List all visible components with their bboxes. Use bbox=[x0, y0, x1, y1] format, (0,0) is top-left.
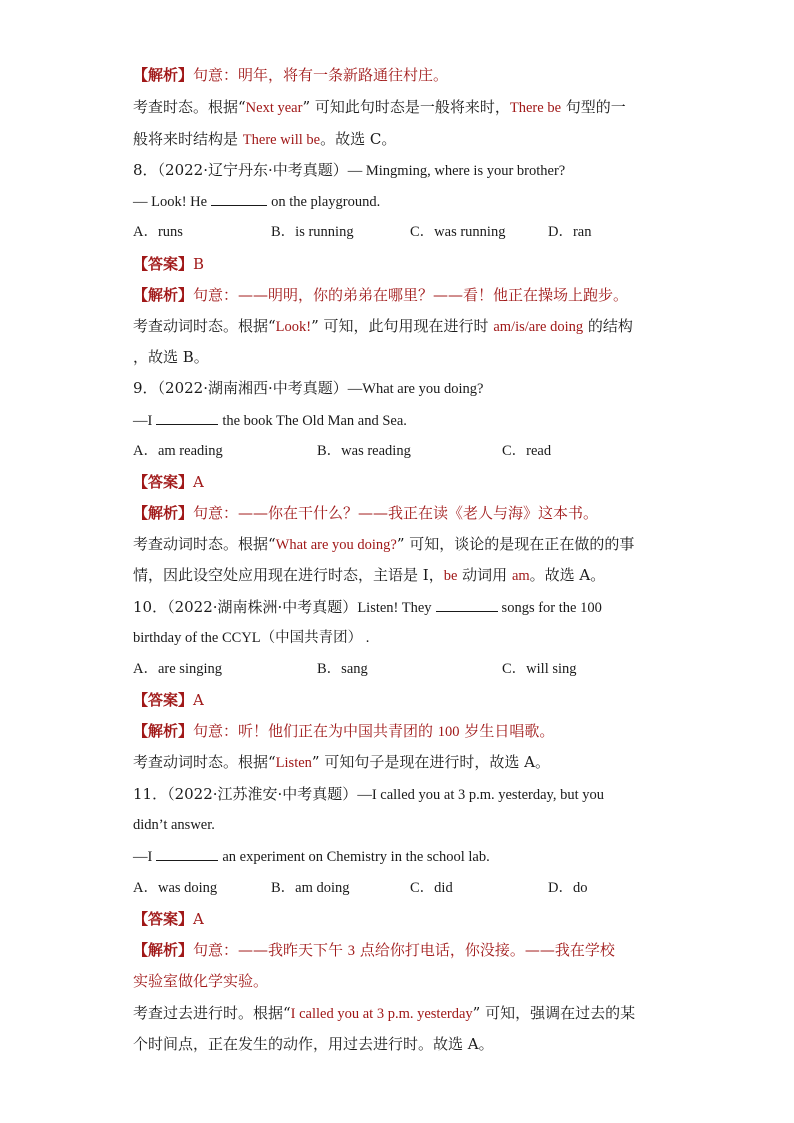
q9-text: —I bbox=[133, 413, 153, 429]
q11-option-d: D．do bbox=[548, 880, 588, 896]
q11-exp-en: I called you at 3 p.m. yesterday bbox=[290, 1006, 473, 1022]
q11-option-a: A．was doing bbox=[133, 880, 218, 896]
q10-explanation-line-1 bbox=[133, 751, 550, 773]
q11-answer-line bbox=[133, 908, 204, 930]
q10-option-b: B．sang bbox=[317, 661, 368, 677]
q9-answer: A bbox=[193, 473, 204, 491]
q9-answer-blank bbox=[156, 409, 218, 425]
q11-analysis-line-2 bbox=[133, 970, 268, 992]
q8-exp-en: am/is/are doing bbox=[493, 319, 584, 335]
q11-answer: A bbox=[193, 910, 204, 928]
q10-text: birthday of the CCYL（中国共青团） . bbox=[133, 630, 370, 646]
analysis-tag: 【解析】 bbox=[133, 286, 194, 304]
q10-analysis-text: 岁生日唱歌。 bbox=[459, 722, 555, 740]
q11-analysis-text: 实验室做化学实验。 bbox=[133, 972, 269, 990]
q8-answer-blank bbox=[211, 190, 267, 206]
q8-exp-text: 考查动词时态。根据“ bbox=[133, 317, 276, 335]
q7-exp-en: There will be bbox=[242, 132, 321, 148]
analysis-tag: 【解析】 bbox=[133, 504, 194, 522]
q11-option-b: B．am doing bbox=[271, 880, 350, 896]
q9-text: the book The Old Man and Sea. bbox=[222, 413, 407, 429]
q11-answer-blank bbox=[156, 845, 218, 861]
q7-exp-text: 句型的一 bbox=[561, 98, 626, 116]
q8-text: — Look! He bbox=[133, 194, 208, 210]
q10-analysis-line bbox=[133, 720, 554, 742]
q11-text: an experiment on Chemistry in the school lab. bbox=[222, 849, 490, 865]
analysis-tag: 【解析】 bbox=[133, 66, 194, 84]
q7-analysis-text: 句意：明年，将有一条新路通往村庄。 bbox=[193, 66, 449, 84]
answer-tag: 【答案】 bbox=[133, 910, 194, 928]
q7-exp-en: Next year bbox=[245, 100, 303, 116]
q10-exp-text: ” 可知句子是现在进行时，故选 A。 bbox=[311, 753, 550, 771]
q11-explanation-line-1 bbox=[133, 1002, 635, 1024]
answer-tag: 【答案】 bbox=[133, 473, 194, 491]
q9-explanation-line-2 bbox=[133, 564, 605, 586]
q10-exp-text: 考查动词时态。根据“ bbox=[133, 753, 276, 771]
q10-option-c: C．will sing bbox=[502, 661, 577, 677]
q11-stem-line-3 bbox=[133, 845, 490, 867]
q8-explanation-line-1 bbox=[133, 315, 633, 337]
q10-option-a: A．are singing bbox=[133, 661, 222, 677]
q8-explanation-line-2 bbox=[133, 346, 209, 368]
q11-option-c: C．did bbox=[410, 880, 453, 896]
q8-analysis-line bbox=[133, 284, 628, 306]
q11-analysis-text: 句意：——我昨天下午 bbox=[193, 941, 348, 959]
q11-number: 11．（2022·江苏淮安·中考真题） bbox=[133, 785, 358, 803]
q8-stem bbox=[133, 159, 565, 181]
q9-stem bbox=[133, 377, 483, 399]
q10-options bbox=[133, 658, 613, 680]
q7-exp-text: 考查时态。根据“ bbox=[133, 98, 246, 116]
q11-text: —I bbox=[133, 849, 153, 865]
q9-exp-text: 考查动词时态。根据“ bbox=[133, 535, 276, 553]
q9-analysis-line bbox=[133, 502, 598, 524]
q11-exp-text: ” 可知，强调在过去的某 bbox=[472, 1004, 636, 1022]
q9-option-c: C．read bbox=[502, 443, 552, 459]
q8-exp-en: Look! bbox=[275, 319, 312, 335]
q8-text: on the playground. bbox=[271, 194, 381, 210]
q10-exp-en: Listen bbox=[275, 755, 312, 771]
q8-analysis-text: 句意：——明明，你的弟弟在哪里？——看！他正在操场上跑步。 bbox=[193, 286, 629, 304]
q11-stem-line-2 bbox=[133, 814, 215, 836]
q10-answer-line bbox=[133, 689, 204, 711]
q8-number: 8．（2022·辽宁丹东·中考真题） bbox=[133, 161, 348, 179]
answer-tag: 【答案】 bbox=[133, 255, 194, 273]
q8-option-d: D．ran bbox=[548, 224, 592, 240]
q11-stem bbox=[133, 783, 604, 805]
q11-analysis-number: 3 bbox=[347, 943, 356, 959]
q11-exp-text: 考查过去进行时。根据“ bbox=[133, 1004, 291, 1022]
q8-stem-en: — Mingming, where is your brother? bbox=[347, 163, 566, 179]
q9-number: 9．（2022·湖南湘西·中考真题） bbox=[133, 379, 348, 397]
q11-analysis-line bbox=[133, 939, 615, 961]
q9-exp-text: 情，因此设空处应用现在进行时态，主语是 I， bbox=[133, 566, 444, 584]
q8-exp-text: ” 可知，此句用现在进行时 bbox=[311, 317, 494, 335]
q9-explanation-line-1 bbox=[133, 533, 634, 555]
q9-exp-en: What are you doing? bbox=[275, 537, 397, 553]
q11-analysis-text: 点给你打电话，你没接。——我在学校 bbox=[355, 941, 615, 959]
q10-number: 10．（2022·湖南株洲·中考真题） bbox=[133, 598, 358, 616]
q9-option-a: A．am reading bbox=[133, 443, 223, 459]
q10-stem-en: songs for the 100 bbox=[501, 600, 602, 616]
q11-explanation-line-2 bbox=[133, 1033, 494, 1055]
q9-exp-text: ” 可知，谈论的是现在正在做的的事 bbox=[396, 535, 635, 553]
q9-stem-en: —What are you doing? bbox=[347, 381, 484, 397]
q8-answer: B bbox=[193, 255, 205, 273]
q11-options bbox=[133, 877, 633, 899]
q11-stem-en: —I called you at 3 p.m. yesterday, but you bbox=[357, 787, 605, 803]
q8-option-b: B．is running bbox=[271, 224, 354, 240]
q8-exp-text: ，故选 B。 bbox=[133, 348, 209, 366]
q10-stem-en: Listen! They bbox=[357, 600, 432, 616]
q9-option-b: B．was reading bbox=[317, 443, 411, 459]
q8-exp-text: 的结构 bbox=[583, 317, 633, 335]
q10-stem-line-2 bbox=[133, 627, 369, 649]
q9-answer-line bbox=[133, 471, 204, 493]
q9-stem-line-2 bbox=[133, 409, 407, 431]
q8-option-a: A．runs bbox=[133, 224, 183, 240]
q9-exp-en: am bbox=[511, 568, 530, 584]
analysis-tag: 【解析】 bbox=[133, 941, 194, 959]
q7-exp-text: 。故选 C。 bbox=[320, 130, 397, 148]
q11-exp-text: 个时间点，正在发生的动作，用过去进行时。故选 A。 bbox=[133, 1035, 494, 1053]
q10-answer: A bbox=[193, 691, 204, 709]
q9-analysis-text: 句意：——你在干什么？——我正在读《老人与海》这本书。 bbox=[193, 504, 599, 522]
analysis-tag: 【解析】 bbox=[133, 722, 194, 740]
q8-stem-line-2 bbox=[133, 190, 380, 212]
q7-explanation-line-1 bbox=[133, 96, 626, 118]
q8-answer-line bbox=[133, 253, 204, 275]
q10-analysis-text: 句意：听！他们正在为中国共青团的 bbox=[193, 722, 438, 740]
q9-exp-en: be bbox=[443, 568, 458, 584]
q8-options bbox=[133, 221, 633, 243]
q10-answer-blank bbox=[436, 596, 498, 612]
q8-option-c: C．was running bbox=[410, 224, 506, 240]
q10-stem bbox=[133, 596, 602, 618]
q10-analysis-number: 100 bbox=[437, 724, 460, 740]
q7-explanation-line-2 bbox=[133, 128, 396, 150]
answer-tag: 【答案】 bbox=[133, 691, 194, 709]
q7-exp-en: There be bbox=[509, 100, 562, 116]
q9-options bbox=[133, 440, 613, 462]
q9-exp-text: 动词用 bbox=[457, 566, 512, 584]
q9-exp-text: 。故选 A。 bbox=[529, 566, 606, 584]
q11-text: didn’t answer. bbox=[133, 817, 215, 833]
q7-analysis-line bbox=[133, 64, 448, 86]
q7-exp-text: ” 可知此句时态是一般将来时， bbox=[302, 98, 510, 116]
q7-exp-text: 般将来时结构是 bbox=[133, 130, 243, 148]
